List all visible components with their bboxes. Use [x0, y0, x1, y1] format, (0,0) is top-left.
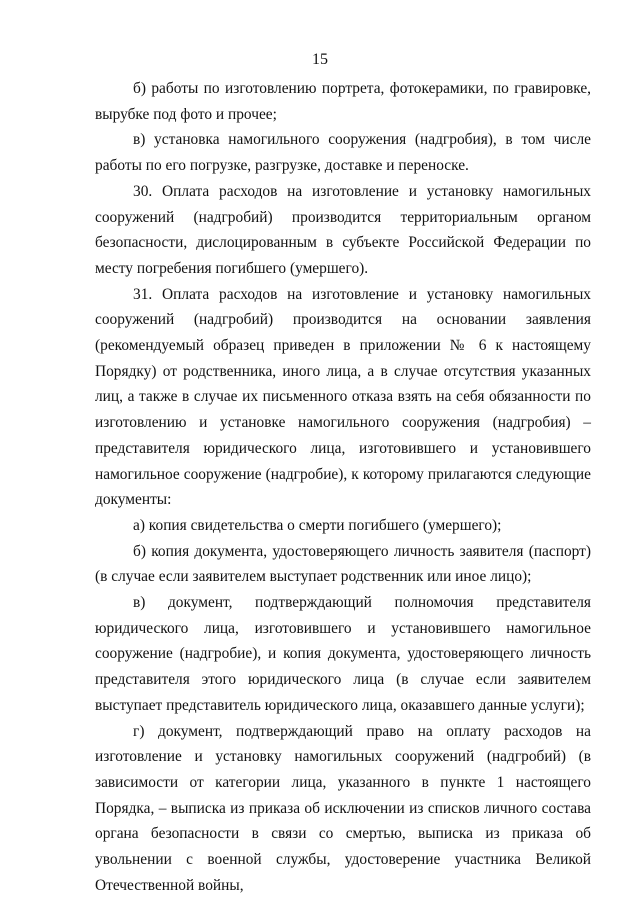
- paragraph-b-portrait-works: б) работы по изготовлению портрета, фотокерамики, по гравировке, вырубке под фото и прочее;: [95, 80, 591, 123]
- paragraph-b-identity-document: б) копия документа, удостоверяющего личность заявителя (паспорт) (в случае если заявителем выступает родственник или иное лицо);: [95, 542, 591, 586]
- paragraph-v-authority-document: в) документ, подтверждающий полномочия представителя юридического лица, изготовившего и установившего намогильное сооружение (надгробие), и копия документа, удостоверяющего личность представителя этого юридического лица (в случае если заявителем выступает представитель юридического лица, оказавшего данные услуги);: [95, 594, 591, 714]
- paragraph-v-monument-installation: в) установка намогильного сооружения (надгробия), в том числе работы по его погрузке, разгрузке, доставке и переноске.: [95, 131, 591, 175]
- document-body: [95, 76, 591, 899]
- paragraph-30-payment: 30. Оплата расходов на изготовление и установку намогильных сооружений (надгробий) производится территориальным органом безопасности, дислоцированным в субъекте Российской Федерации по месту погребения погибшего (умершего).: [95, 182, 591, 277]
- paragraph-a-death-certificate: а) копия свидетельства о смерти погибшего (умершего);: [133, 516, 502, 534]
- paragraph-31-payment-basis: 31. Оплата расходов на изготовление и установку намогильных сооружений (надгробий) производится на основании заявления (рекомендуемый образец приведен в приложении № 6 к настоящему Порядку) от родственника, иного лица, а в случае отсутствия указанных лиц, а также в случае их письменного отказа взять на себя обязанности по изготовлению и установке намогильного сооружения (надгробия) – представителя юридического лица, изготовившего и установившего намогильное сооружение (надгробие), к которому прилагаются следующие документы:: [95, 285, 591, 509]
- paragraph-g-entitlement-document: г) документ, подтверждающий право на оплату расходов на изготовление и установку намогильных сооружений (надгробий) (в зависимости от категории лица, указанного в пункте 1 настоящего Порядка, – выписка из приказа об исключении из списков личного состава органа безопасности в связи со смертью, выписка из приказа об увольнении с военной службы, удостоверение участника Великой Отечественной войны,: [95, 722, 591, 894]
- page-number: 15: [312, 51, 328, 68]
